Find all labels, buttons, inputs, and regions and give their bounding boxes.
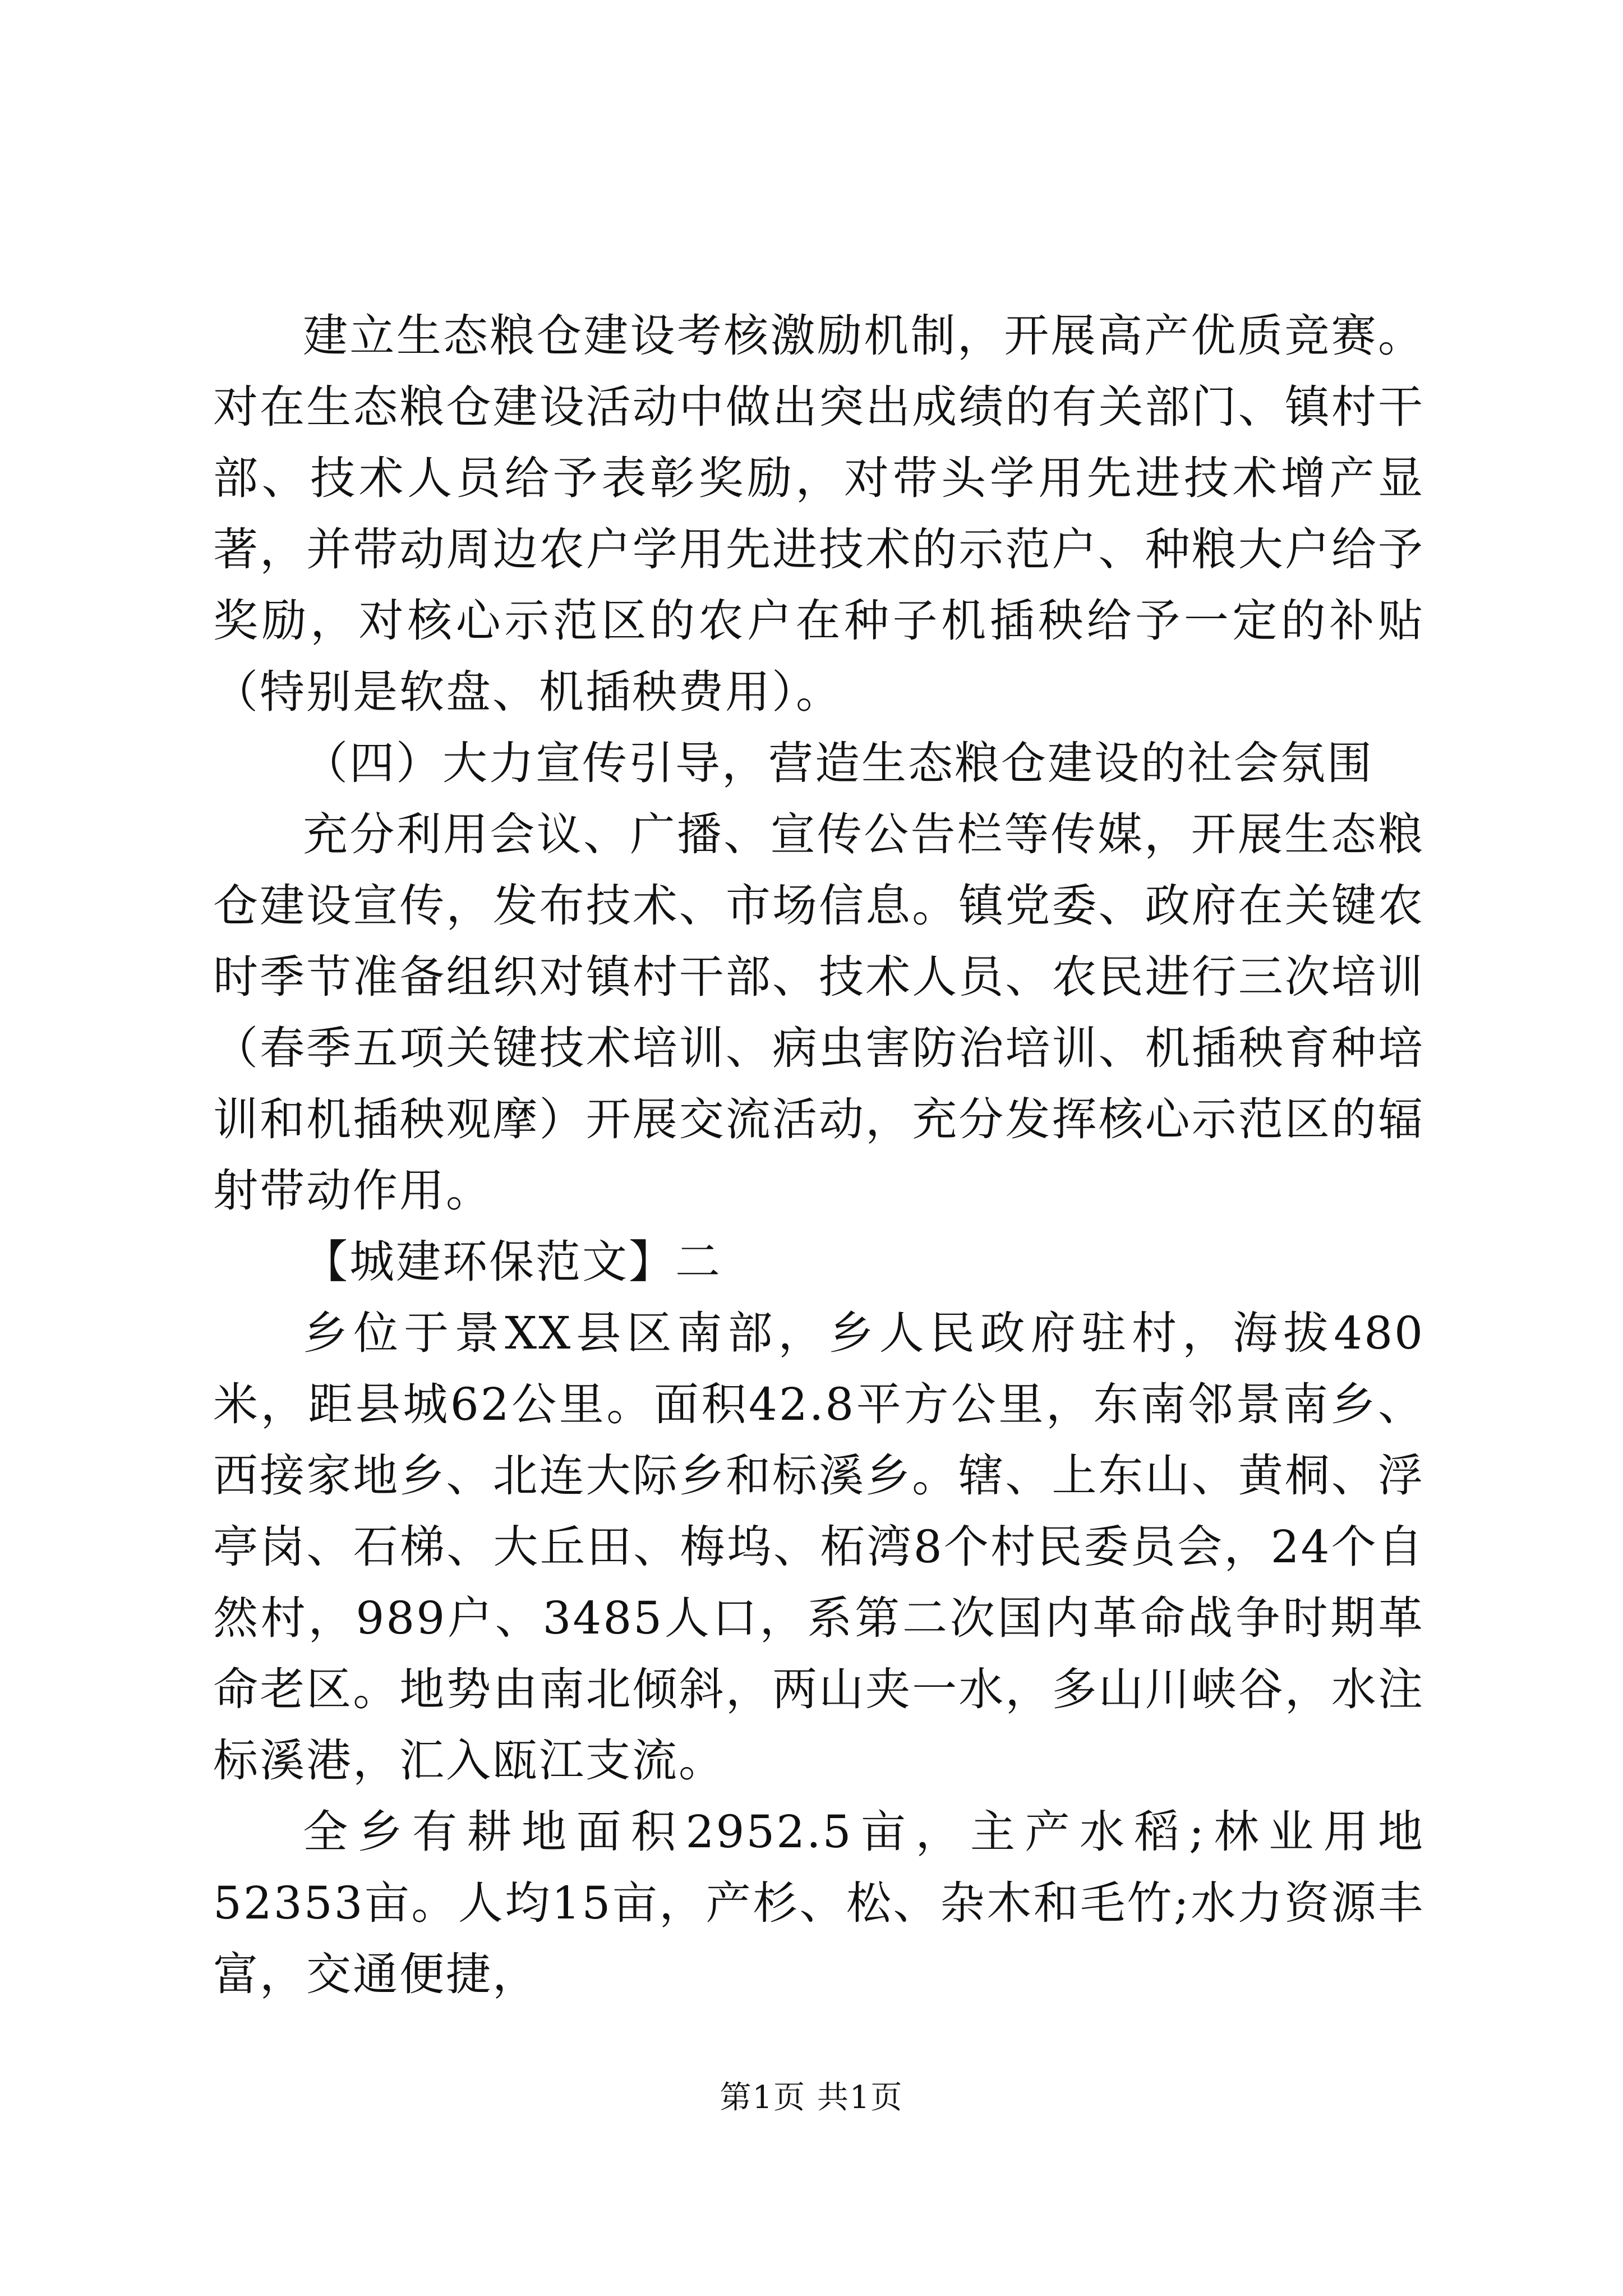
- paragraph-land-resources: 全乡有耕地面积2952.5亩，主产水稻;林业用地52353亩。人均15亩，产杉、松、杂木和毛竹;水力资源丰富，交通便捷，: [213, 1806, 1424, 2000]
- document-body: [213, 300, 1424, 2010]
- page-footer: 第1页 共1页: [720, 2079, 903, 2116]
- paragraph-publicity: 充分利用会议、广播、宣传公告栏等传媒，开展生态粮仓建设宣传，发布技术、市场信息。镇党委、政府在关键农时季节准备组织对镇村干部、技术人员、农民进行三次培训（春季五项关键技术培训、病虫害防治培训、机插秧育种培训和机插秧观摩）开展交流活动，充分发挥核心示范区的辐射带动作用。: [213, 808, 1424, 1217]
- paragraph-township-overview: 乡位于景XX县区南部，乡人民政府驻村，海拔480米，距县城62公里。面积42.8平方公里，东南邻景南乡、西接家地乡、北连大际乡和标溪乡。辖、上东山、黄桐、浮亭岗、石梯、大丘田、梅坞、柘湾8个村民委员会，24个自然村，989户、3485人口，系第二次国内革命战争时期革命老区。地势由南北倾斜，两山夹一水，多山川峡谷，水注标溪港，汇入瓯江支流。: [213, 1307, 1424, 1787]
- section-heading-publicity: （四）大力宣传引导，营造生态粮仓建设的社会氛围: [303, 737, 1373, 789]
- paragraph-incentive-mechanism: 建立生态粮仓建设考核激励机制，开展高产优质竞赛。对在生态粮仓建设活动中做出突出成绩的有关部门、镇村干部、技术人员给予表彰奖励，对带头学用先进技术增产显著，并带动周边农户学用先进技术的示范户、种粮大户给予奖励，对核心示范区的农户在种子机插秧给予一定的补贴（特别是软盘、机插秧费用）。: [213, 310, 1424, 718]
- section-heading-sample-two: 【城建环保范文】二: [303, 1236, 722, 1288]
